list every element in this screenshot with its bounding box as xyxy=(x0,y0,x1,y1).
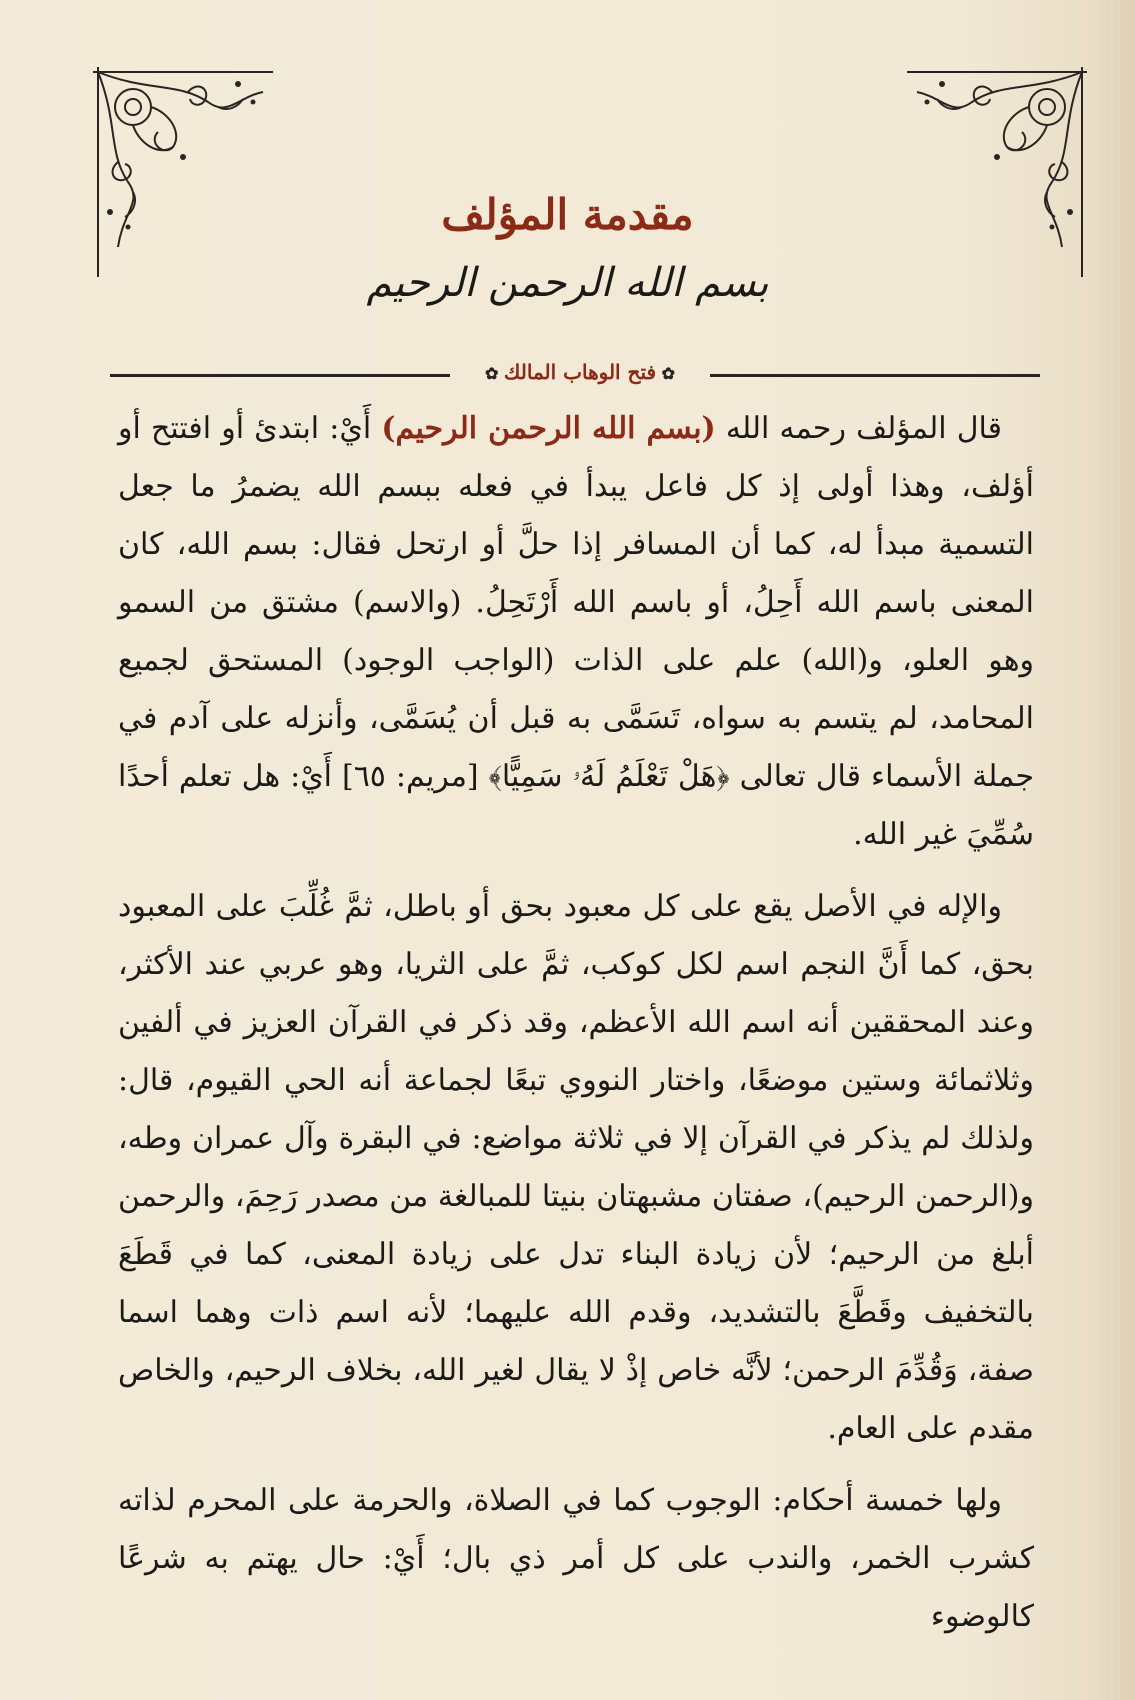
basmala-inline: (بسم الله الرحمن الرحيم) xyxy=(381,411,716,446)
flourish-icon: ✿ xyxy=(656,364,676,383)
corner-ornament-left xyxy=(88,62,278,282)
paragraph-2 xyxy=(118,878,1034,1458)
header-rule-right xyxy=(710,374,1040,377)
running-header-text: فتح الوهاب المالك xyxy=(503,360,657,384)
paragraph-text: ولها خمسة أحكام: الوجوب كما في الصلاة، والحرمة على المحرم لذاته كشرب الخمر، والندب على كل أمر ذي بال؛ أَيْ: حال يهتم به شرعًا كالوضوء xyxy=(118,1483,1034,1634)
corner-ornament-right xyxy=(902,62,1092,282)
paragraph-text: والإله في الأصل يقع على كل معبود بحق أو باطل، ثمَّ غُلِّبَ على المعبود بحق، كما أَنَّ النجم اسم لكل كوكب، ثمَّ على الثريا، وهو عربي عند الأكثر، وعند المحققين أنه اسم الله الأعظم، وقد ذكر في القرآن العزيز في ألفين وثلاثمائة وستين موضعًا، واختار النووي تبعًا لجماعة أنه الحي القيوم، قال: ولذلك لم يذكر في القرآن إلا في ثلاثة مواضع: في البقرة وآل عمران وطه، و(الرحمن الرحيم)، صفتان مشبهتان بنيتا للمبالغة من مصدر رَحِمَ، والرحمن أبلغ من الرحيم؛ لأن زيادة البناء تدل على زيادة المعنى، كما في قَطَعَ بالتخفيف وقَطَّعَ بالتشديد، وقدم الله عليهما؛ لأنه اسم ذات وهما اسما صفة، وَقُدِّمَ الرحمن؛ لأنَّه خاص إذْ لا يقال لغير الله، بخلاف الرحيم، والخاص مقدم على العام. xyxy=(118,889,1034,1446)
paragraph-text: أَيْ: ابتدئ أو افتتح أو أؤلف، وهذا أولى إذ كل فاعل يبدأ في فعله ببسم الله يضمرُ ما جعل التسمية مبدأ له، كما أن المسافر إذا حلَّ أو ارتحل فقال: بسم الله، كان المعنى باسم الله أَحِلُ، أو باسم الله أَرْتَحِلُ. (والاسم) مشتق من السمو وهو العلو، و(الله) علم على الذات (الواجب الوجود) المستحق لجميع المحامد، لم يتسم به سواه، تَسَمَّى به قبل أن يُسَمَّى، وأنزله على آدم في جملة الأسماء قال تعالى ﴿هَلْ تَعْلَمُ لَهُۥ سَمِيًّا﴾ [مريم: ٦٥] أَيْ: هل تعلم أحدًا سُمِّيَ غير الله. xyxy=(118,411,1034,852)
paragraph-3 xyxy=(118,1472,1034,1646)
running-header xyxy=(110,360,1040,390)
header-rule-left xyxy=(110,374,450,377)
flourish-icon: ✿ xyxy=(484,364,504,383)
body-text xyxy=(118,400,1034,1646)
paragraph-text: قال المؤلف رحمه الله xyxy=(715,411,1003,446)
paragraph-1 xyxy=(118,400,1034,864)
running-header-label xyxy=(450,360,710,384)
chapter-title: مقدمة المؤلف xyxy=(441,190,694,239)
basmala-heading: بسم الله الرحمن الرحيم xyxy=(366,260,769,306)
